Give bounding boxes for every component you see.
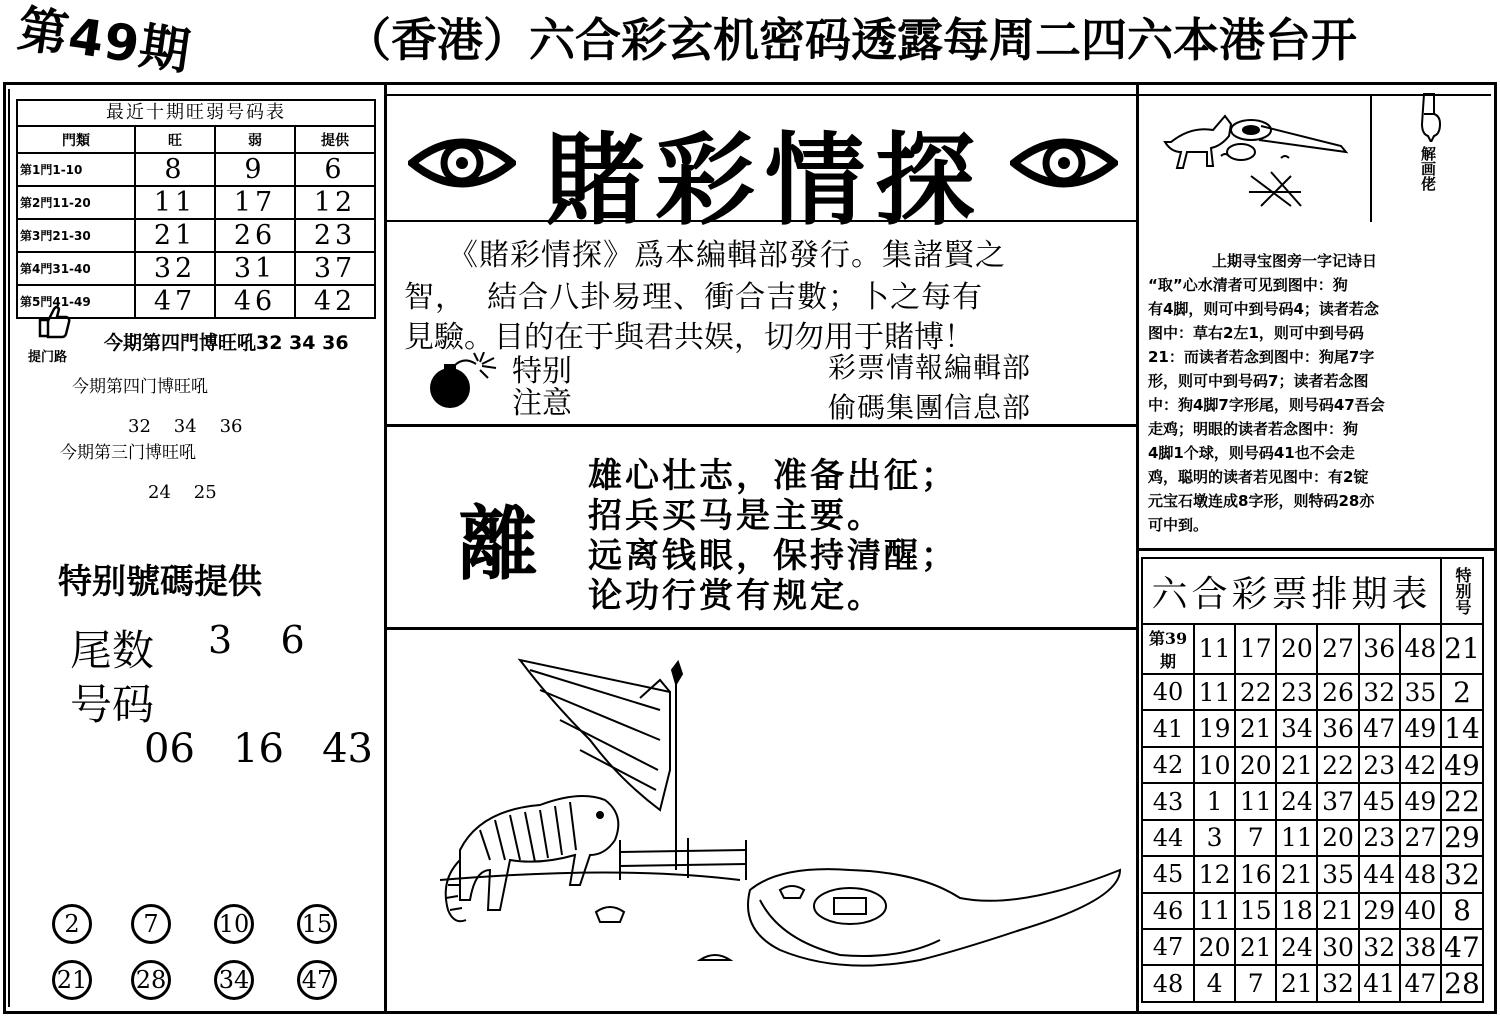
thumbs-up-icon — [34, 302, 72, 340]
weak-value: 46 — [215, 285, 295, 318]
code-label: 号码 — [70, 680, 155, 729]
schedule-num: 11 — [1194, 624, 1235, 674]
schedule-num: 24 — [1276, 929, 1317, 965]
schedule-num: 4 — [1194, 965, 1235, 1002]
schedule-special: 22 — [1441, 783, 1483, 819]
schedule-row-label: 42 — [1142, 747, 1194, 783]
schedule-num: 35 — [1317, 856, 1358, 892]
number-circle: 2 — [52, 904, 92, 944]
poem-char: 離 — [458, 498, 538, 591]
schedule-special: 14 — [1441, 710, 1483, 746]
schedule-row — [1142, 710, 1483, 746]
divider-right-1 — [1139, 548, 1497, 551]
schedule-special: 49 — [1441, 747, 1483, 783]
schedule-special: 29 — [1441, 820, 1483, 856]
explanation-line: 21：而读者若念到图中：狗尾7字 — [1148, 348, 1375, 366]
schedule-num: 1 — [1194, 783, 1235, 819]
divider-inner-left — [8, 89, 10, 1007]
col-weak: 弱 — [215, 126, 295, 153]
provide-value: 37 — [295, 252, 375, 285]
gate-icon-label: 提门路 — [28, 350, 68, 365]
schedule-num: 3 — [1194, 820, 1235, 856]
gate-tip-line2: 今期第三门博旺吼 — [60, 443, 196, 463]
weak-value: 31 — [215, 252, 295, 285]
weak-value: 9 — [215, 153, 295, 186]
schedule-row — [1142, 856, 1483, 892]
number-circle: 47 — [297, 960, 337, 1000]
strong-value: 21 — [135, 219, 215, 252]
explanation-line: 有4脚，则可中到号码4；读者若念 — [1148, 300, 1379, 318]
schedule-num: 23 — [1359, 820, 1400, 856]
explanation-line: 中：狗4脚7字形尾，则号码47吾会 — [1148, 396, 1385, 414]
schedule-num: 20 — [1235, 747, 1276, 783]
gate-tip-line1: 今期第四门博旺吼 — [72, 377, 208, 397]
schedule-num: 44 — [1359, 856, 1400, 892]
schedule-title: 六合彩票排期表 — [1142, 558, 1441, 624]
schedule-num: 36 — [1359, 624, 1400, 674]
schedule-num: 7 — [1235, 965, 1276, 1002]
schedule-row-label: 48 — [1142, 965, 1194, 1002]
schedule-num: 40 — [1400, 893, 1441, 929]
gate-label: 第3門21-30 — [17, 219, 135, 252]
provide-value: 42 — [295, 285, 375, 318]
weak-value: 26 — [215, 219, 295, 252]
schedule-special-header: 特别号 — [1441, 558, 1483, 624]
schedule-num: 41 — [1359, 965, 1400, 1002]
divider-center-top — [387, 94, 1139, 96]
pointing-hand-icon — [1414, 92, 1444, 142]
eye-icon — [408, 130, 516, 196]
schedule-num: 47 — [1400, 965, 1441, 1002]
schedule-num: 17 — [1235, 624, 1276, 674]
schedule-row-label: 44 — [1142, 820, 1194, 856]
schedule-num: 20 — [1317, 820, 1358, 856]
explanation-line: 上期寻宝图旁一字记诗日 — [1212, 252, 1378, 270]
gate-label: 第1門1-10 — [17, 153, 135, 186]
schedule-num: 32 — [1359, 674, 1400, 710]
schedule-num: 11 — [1194, 674, 1235, 710]
number-circle: 21 — [52, 960, 92, 1000]
strength-table — [16, 99, 376, 319]
schedule-num: 21 — [1317, 893, 1358, 929]
col-gate: 門類 — [17, 126, 135, 153]
eye-icon — [1010, 130, 1118, 196]
schedule-num: 22 — [1235, 674, 1276, 710]
number-circle: 34 — [214, 960, 254, 1000]
schedule-num: 16 — [1235, 856, 1276, 892]
bomb-icon — [424, 352, 504, 412]
schedule-num: 29 — [1359, 893, 1400, 929]
schedule-special: 28 — [1441, 965, 1483, 1002]
explanation-line: 可中到。 — [1148, 516, 1209, 534]
notice-label-1: 特别 — [512, 354, 572, 389]
schedule-num: 42 — [1400, 747, 1441, 783]
provide-value: 6 — [295, 153, 375, 186]
schedule-num: 21 — [1276, 965, 1317, 1002]
schedule-num: 36 — [1317, 710, 1358, 746]
table-row — [17, 219, 375, 252]
puzzle-picture — [1141, 96, 1373, 222]
gate-label: 第5門41-49 — [17, 285, 135, 318]
schedule-num: 35 — [1400, 674, 1441, 710]
schedule-num: 19 — [1194, 710, 1235, 746]
schedule-num: 23 — [1359, 747, 1400, 783]
schedule-special: 2 — [1441, 674, 1483, 710]
schedule-num: 49 — [1400, 783, 1441, 819]
org-line-2: 偷碼集團信息部 — [828, 391, 1032, 424]
schedule-num: 37 — [1317, 783, 1358, 819]
schedule-num: 12 — [1194, 856, 1235, 892]
number-circle: 15 — [297, 904, 337, 944]
schedule-num: 27 — [1400, 820, 1441, 856]
schedule-num: 30 — [1317, 929, 1358, 965]
table-row — [17, 186, 375, 219]
schedule-row-label: 41 — [1142, 710, 1194, 746]
strong-value: 32 — [135, 252, 215, 285]
strength-table-title: 最近十期旺弱号码表 — [16, 99, 376, 125]
page-headline: （香港）六合彩玄机密码透露每周二四六本港台开 — [345, 13, 1357, 67]
col-strong: 旺 — [135, 126, 215, 153]
schedule-row — [1142, 783, 1483, 819]
schedule-num: 7 — [1235, 820, 1276, 856]
schedule-special: 21 — [1441, 624, 1483, 674]
gate-label: 第2門11-20 — [17, 186, 135, 219]
schedule-num: 23 — [1276, 674, 1317, 710]
provide-value: 23 — [295, 219, 375, 252]
gate-tip-line1-nums: 32 34 36 — [128, 416, 243, 437]
intro-line-1: 《賭彩情探》爲本編輯部發行。集諸賢之 — [448, 238, 1006, 273]
divider-center-3a — [387, 627, 717, 630]
side-label: 解画佬 — [1419, 146, 1437, 191]
schedule-num: 24 — [1276, 783, 1317, 819]
schedule-special: 8 — [1441, 893, 1483, 929]
tiger-illustration — [420, 640, 1132, 1010]
schedule-num: 10 — [1194, 747, 1235, 783]
schedule-special: 32 — [1441, 856, 1483, 892]
tail-label: 尾数 — [70, 626, 155, 675]
poem-line: 论功行赏有规定。 — [588, 576, 884, 616]
issue-number: 第49期 — [14, 0, 195, 82]
schedule-num: 32 — [1317, 965, 1358, 1002]
number-circle: 7 — [131, 904, 171, 944]
schedule-row — [1142, 820, 1483, 856]
divider-center-3b — [717, 627, 1139, 630]
schedule-num: 32 — [1359, 929, 1400, 965]
schedule-num: 45 — [1359, 783, 1400, 819]
schedule-row-label: 47 — [1142, 929, 1194, 965]
schedule-num: 11 — [1276, 820, 1317, 856]
poem-line: 招兵买马是主要。 — [588, 496, 884, 536]
schedule-num: 18 — [1276, 893, 1317, 929]
schedule-num: 27 — [1317, 624, 1358, 674]
schedule-num: 38 — [1400, 929, 1441, 965]
schedule-num: 21 — [1235, 929, 1276, 965]
weak-value: 17 — [215, 186, 295, 219]
strong-value: 11 — [135, 186, 215, 219]
col-provide: 提供 — [295, 126, 375, 153]
schedule-row — [1142, 747, 1483, 783]
schedule-row-label: 40 — [1142, 674, 1194, 710]
explanation-line: 形，则可中到号码7；读者若念图 — [1148, 372, 1369, 390]
schedule-row-label: 45 — [1142, 856, 1194, 892]
table-row — [17, 252, 375, 285]
schedule-num: 48 — [1400, 624, 1441, 674]
schedule-row-label: 43 — [1142, 783, 1194, 819]
schedule-num: 11 — [1194, 893, 1235, 929]
explanation-line: “取”心水清者可见到图中：狗 — [1148, 276, 1348, 294]
gate-tip-headline: 今期第四門博旺吼32 34 36 — [104, 332, 349, 354]
table-row — [17, 153, 375, 186]
special-title: 特别號碼提供 — [58, 562, 262, 602]
tail-values: 3 6 — [208, 618, 305, 662]
schedule-num: 20 — [1194, 929, 1235, 965]
org-line-1: 彩票情報編輯部 — [828, 351, 1032, 384]
schedule-num: 22 — [1317, 747, 1358, 783]
schedule-row — [1142, 929, 1483, 965]
schedule-row-label: 46 — [1142, 893, 1194, 929]
schedule-num: 11 — [1235, 783, 1276, 819]
schedule-row — [1142, 965, 1483, 1002]
number-circle: 10 — [214, 904, 254, 944]
schedule-special: 47 — [1441, 929, 1483, 965]
strong-value: 47 — [135, 285, 215, 318]
schedule-num: 49 — [1400, 710, 1441, 746]
schedule-num: 15 — [1235, 893, 1276, 929]
schedule-row — [1142, 674, 1483, 710]
schedule-num: 21 — [1276, 747, 1317, 783]
explanation-line: 4脚1个球，则号码41也不会走 — [1148, 444, 1355, 462]
intro-line-3: 見驗。目的在于與君共娱，切勿用于賭博！ — [404, 320, 974, 355]
schedule-num: 20 — [1276, 624, 1317, 674]
schedule-num: 47 — [1359, 710, 1400, 746]
schedule-num: 26 — [1317, 674, 1358, 710]
schedule-num: 21 — [1235, 710, 1276, 746]
gate-tip-line2-nums: 24 25 — [148, 482, 217, 503]
explanation-line: 元宝石墩连成8字形，则特码28亦 — [1148, 492, 1375, 510]
schedule-num: 34 — [1276, 710, 1317, 746]
schedule-row-label: 第39期 — [1142, 624, 1194, 674]
notice-label-2: 注意 — [512, 386, 572, 421]
code-values: 06 16 43 — [144, 726, 373, 772]
explanation-line: 走鸡；明眼的读者若念图中：狗 — [1148, 420, 1359, 438]
schedule-num: 21 — [1276, 856, 1317, 892]
gate-label: 第4門31-40 — [17, 252, 135, 285]
strong-value: 8 — [135, 153, 215, 186]
explanation-line: 图中：草右2左1，则可中到号码 — [1148, 324, 1364, 342]
explanation-line: 鸡，聪明的读者若见图中：有2锭 — [1148, 468, 1369, 486]
intro-line-2: 智， 結合八卦易理、衝合吉數；卜之每有 — [404, 280, 984, 315]
schedule-row — [1142, 893, 1483, 929]
poem-line: 雄心壮志，准备出征； — [588, 456, 958, 496]
main-title: 賭彩情探 — [545, 121, 985, 239]
schedule-table — [1141, 557, 1484, 1003]
number-circle: 28 — [131, 960, 171, 1000]
schedule-row — [1142, 624, 1483, 674]
divider-left — [384, 84, 387, 1012]
poem-line: 远离钱眼，保持清醒； — [588, 536, 958, 576]
schedule-num: 48 — [1400, 856, 1441, 892]
provide-value: 12 — [295, 186, 375, 219]
